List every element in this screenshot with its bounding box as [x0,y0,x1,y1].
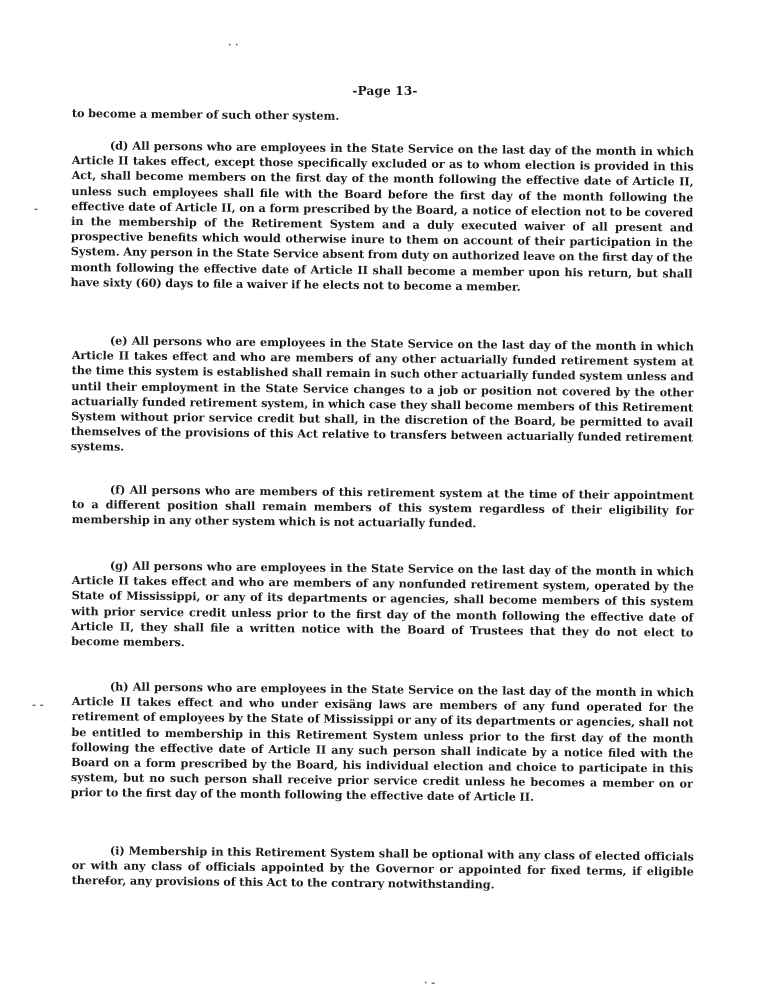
paragraph-text: All persons who are members of this retirement system at the time of their appointment to a different position shall remain members of this system regardless of their eligibility for membership in any other system which is not actuarially funded. [71,482,694,531]
page-header: -Page 13- [352,84,418,98]
paragraph-marker: (i) [109,843,125,858]
paragraph-marker: (h) [109,679,129,694]
paragraph-i [72,843,694,895]
paragraph-g [71,558,694,656]
paragraph-text: All persons who are employees in the State Service on the last day of the month in which Article II takes effect and who are members of any nonfunded retirement system, operated by the State of Mississippi, or any of its departments or agencies, shall become members of this system with prior service credit unless prior to the first day of the month following the effective date of Article II, they shall file a written notice with the Board of Trustees that they do not elect to become members. [71,558,694,650]
paragraph-text: All persons who are employees in the State Service on the last day of the month in which Article II takes effect and who are members of any other actuarially funded retirement system at the time this system is established shall remain in such other actuarially funded system unless and until their employment in the State Service changes to a job or position not covered by the other actuarially funded retirement system, in which case they shall become members of this Retirement System without prior service credit but shall, in the discretion of the Board, be permitted to avail themselves of the provisions of this Act relative to transfers between actuarially funded retirement systems. [70,333,694,454]
paragraph-text: All persons who are employees in the State Service on the last day of the month in which Article II takes effect, except those specifically excluded or as to whom election is provided in this Act, shall become members on the first day of the month following the effective date of Article II, unless such employees shall file with the Board before the first day of the month following the effective date of Article II, on a form prescribed by the Board, a notice of election not to be covered in the membership of the Retirement System and a duly executed waiver of all present and prospective benefits which would otherwise inure to them on account of their participation in the System. Any person in the State Service absent from duty on authorized leave on the first day of the month following the effective date of Article II shall become a member upon his return, but shall have sixty (60) days to file a waiver if he elects not to become a member. [70,138,694,294]
paragraph-marker: (e) [109,333,128,348]
paragraph-marker: (g) [109,558,129,573]
paragraph-text: All persons who are employees in the State Service on the last day of the month in which Article II takes effect and who under exisäng laws are members of any fund operated for the retirement of employees by the State of Mississippi or any of its departments or agencies, shall not be entitled to membership in this Retirement System unless prior to the first day of the month following the effective date of Article II any such person shall indicate by a notice filed with the Board on a form prescribed by the Board, his individual election and choice to participate in this system, but no such person shall receive prior service credit unless he becomes a member on or prior to the first day of the month following the effective date of Article II. [70,679,694,805]
scan-speck-icon: · - [424,978,436,989]
paragraph-d [70,138,694,297]
scan-speck-icon: - [34,204,39,215]
scan-speck-icon: · · [228,40,239,51]
paragraph-f [72,482,694,534]
paragraph-h [71,679,694,807]
paragraph-continuation [72,106,694,128]
paragraph-text: to become a member of such other system. [71,106,340,123]
paragraph-marker: (d) [109,138,129,153]
scan-speck-icon: - - [32,700,44,711]
paragraph-marker: (f) [109,482,126,497]
paragraph-e [71,333,694,461]
paragraph-text: Membership in this Retirement System shall be optional with any class of elected officials or with any class of officials appointed by the Governor or appointed for fixed terms, if eligible theref̶or, any provisions of this Act to the contrary notwithstanding. [71,843,694,892]
